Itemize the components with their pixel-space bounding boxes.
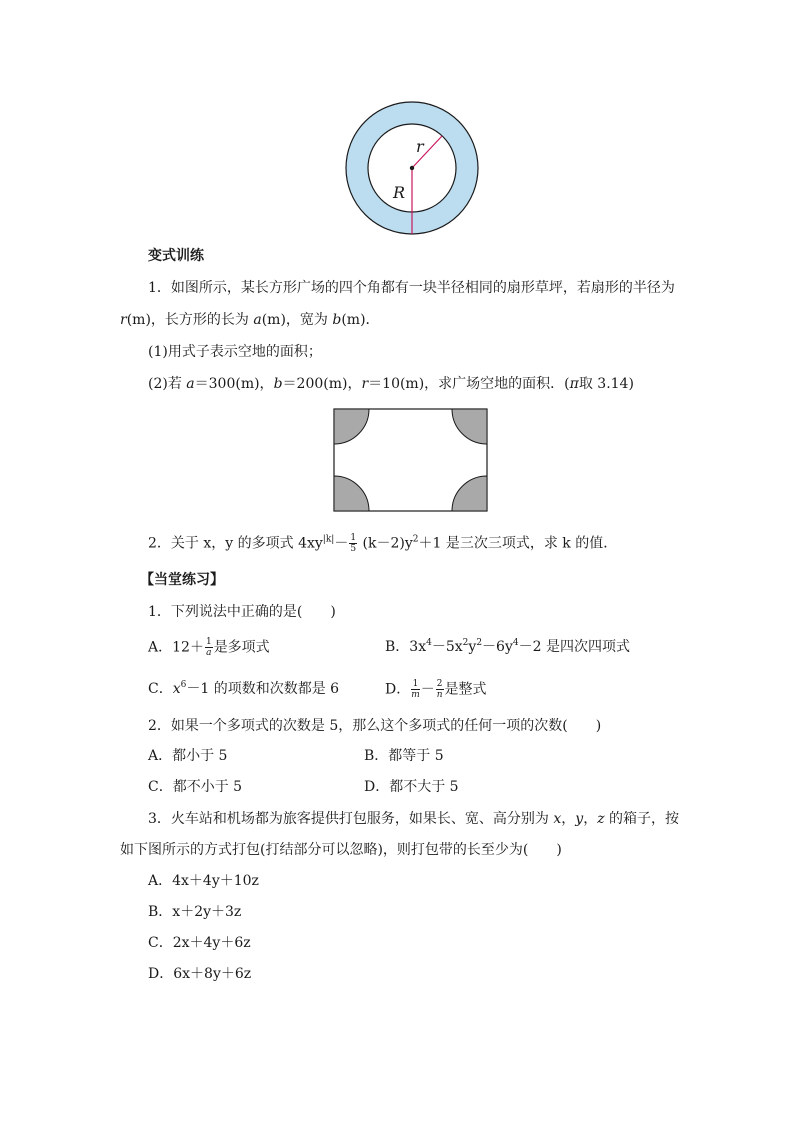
q-text: 3．火车站和机场都为旅客提供打包服务，如果长、宽、高分别为 — [148, 811, 554, 827]
q-text: 的箱子，按 — [604, 811, 680, 827]
frac-num: 1 — [205, 637, 212, 647]
fraction — [436, 679, 444, 700]
var-r: r — [120, 312, 127, 328]
variant-heading: 变式训练 — [148, 248, 204, 264]
exponent: |k| — [322, 534, 335, 545]
q-text: (k－2)y — [358, 535, 413, 552]
practice-q3-line1 — [148, 809, 679, 829]
q-text: ＝300(m)， — [194, 376, 274, 392]
option-text: 是多项式 — [213, 639, 270, 656]
q-text: ， — [561, 811, 576, 827]
practice-q2-option-b: B．都等于 5 — [364, 748, 444, 764]
var-r: r — [361, 376, 369, 392]
var-b: b — [332, 312, 342, 328]
exponent: 2 — [476, 638, 483, 648]
practice-q2-option-a: A．都小于 5 — [148, 748, 228, 764]
practice-q2-option-d: D．都不大于 5 — [364, 779, 459, 795]
label-r: r — [416, 137, 424, 156]
variant-q1-line2 — [120, 310, 380, 330]
var-y: y — [575, 811, 584, 827]
frac-den: a — [206, 648, 212, 658]
option-expr: 6x＋8y＋6z — [173, 966, 252, 982]
rectangle-figure — [333, 408, 489, 514]
q-text: 关于 x，y 的多项式 4xy — [170, 535, 323, 552]
exponent: 2 — [412, 534, 419, 545]
q-text: 如图所示，某长方形广场的四个角都有一块半径相同的扇形草坪，若扇形的半径为 — [170, 280, 675, 296]
ring-figure — [340, 96, 485, 241]
expr: －5x — [431, 639, 463, 655]
practice-q1-option-d — [385, 679, 487, 700]
exponent: 6 — [180, 680, 187, 690]
practice-q1-option-a — [148, 637, 270, 658]
q-text: (m)． — [341, 312, 380, 328]
practice-q1-option-b — [385, 637, 630, 657]
q-text: (m)，宽为 — [261, 312, 333, 328]
q-text: (2)若 — [148, 376, 187, 392]
option-label: D． — [148, 966, 174, 982]
option-expr: x＋2y＋3z — [172, 904, 242, 920]
option-label: C． — [148, 935, 173, 951]
practice-q2-option-c: C．都不小于 5 — [148, 779, 243, 795]
q-number: 2． — [148, 535, 171, 552]
minus: － — [420, 681, 435, 698]
q-text: ＝10(m)，求广场空地的面积．( — [368, 376, 570, 392]
practice-q1-option-c — [148, 679, 339, 699]
option-text: －1 的项数和次数都是 6 — [186, 681, 340, 697]
practice-q2-stem: 2．如果一个多项式的次数是 5，那么这个多项式的任何一项的次数( ) — [148, 718, 602, 734]
var-x: x — [553, 811, 562, 827]
practice-q3-option-b — [148, 902, 241, 922]
q-text: (m)，长方形的长为 — [126, 312, 254, 328]
fraction — [205, 637, 213, 658]
q-text: ＋1 是三次三项式，求 k 的值． — [418, 535, 618, 552]
frac-den: 5 — [350, 544, 357, 554]
expr: －6y — [482, 639, 513, 655]
q-number: 1． — [148, 280, 171, 296]
center-point — [410, 166, 414, 170]
fraction — [349, 533, 357, 554]
variant-q1-sub1: (1)用式子表示空地的面积； — [148, 344, 322, 360]
frac-num: 1 — [412, 679, 419, 689]
frac-den: m — [411, 690, 420, 700]
practice-q3-line2: 如下图所示的方式打包(打结部分可以忽略)，则打包带的长至少为( ) — [120, 842, 562, 858]
option-expr: 2x＋4y＋6z — [172, 935, 251, 951]
frac-den: n — [436, 690, 443, 700]
option-label: B． — [385, 639, 410, 655]
variant-q1-sub2 — [148, 374, 634, 394]
exponent: 2 — [462, 638, 469, 648]
var-b: b — [273, 376, 283, 392]
expr: 12＋ — [172, 639, 204, 656]
practice-q3-option-c — [148, 933, 251, 953]
expr: x — [172, 681, 181, 697]
minus: － — [334, 535, 349, 552]
option-label: A． — [148, 639, 173, 656]
q-text: ＝200(m)， — [282, 376, 362, 392]
expr: 3x — [409, 639, 427, 655]
option-text: 是整式 — [444, 681, 487, 698]
option-label: D． — [385, 681, 411, 698]
practice-q3-option-d — [148, 964, 251, 984]
q-text: ， — [583, 811, 598, 827]
variant-q2 — [148, 533, 617, 554]
fraction — [411, 679, 420, 700]
option-label: A． — [148, 873, 173, 889]
frac-num: 1 — [350, 533, 357, 543]
option-expr: 4x＋4y＋10z — [172, 873, 259, 889]
pi-symbol: π — [569, 376, 579, 392]
var-a: a — [253, 312, 262, 328]
q-text: 取 3.14) — [578, 376, 634, 392]
var-a: a — [186, 376, 195, 392]
practice-q1-stem: 1．下列说法中正确的是( ) — [148, 604, 336, 620]
label-R: R — [393, 183, 406, 202]
exponent: 4 — [512, 638, 519, 648]
practice-heading: 【当堂练习】 — [140, 572, 224, 588]
option-text: －2 是四次四项式 — [518, 639, 630, 655]
expr: y — [468, 639, 477, 655]
var-z: z — [597, 811, 605, 827]
option-label: B． — [148, 904, 173, 920]
variant-q1-line1 — [148, 278, 675, 298]
exponent: 4 — [426, 638, 432, 648]
option-label: C． — [148, 681, 173, 697]
practice-q3-option-a — [148, 871, 259, 891]
frac-num: 2 — [436, 679, 443, 689]
